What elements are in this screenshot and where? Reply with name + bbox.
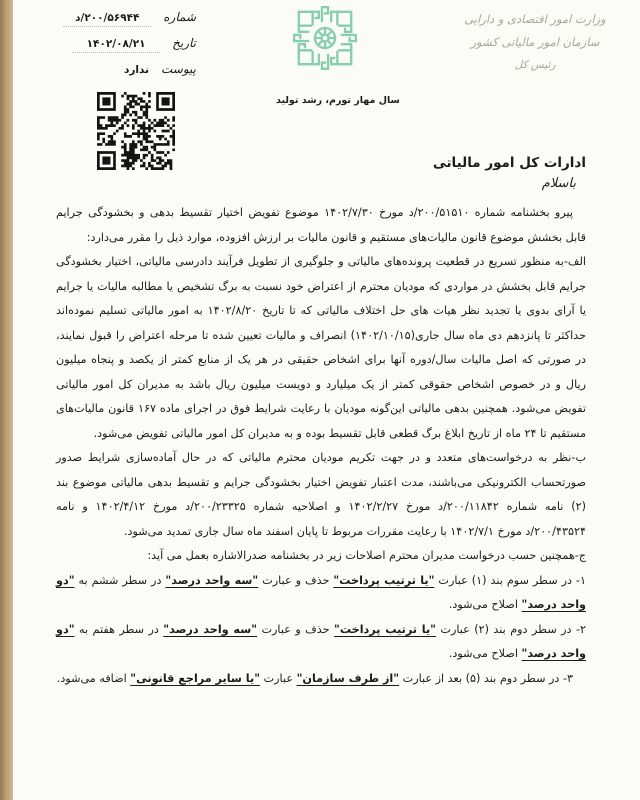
meta-date-row (46, 36, 196, 62)
attachment-value: ندارد (123, 64, 149, 76)
letter-body (56, 155, 586, 691)
amendment-item-2: ۲- در سطر دوم بند (۲) عبارت "یا ترتیب پرداخت" حذف و عبارت "سه واحد درصد" در سطر هفتم به "دو واحد درصد" اصلاح می‌شود. (56, 622, 586, 660)
amendment-item-1: ۱- در سطر سوم بند (۱) عبارت "یا ترتیب پرداخت" حذف و عبارت "سه واحد درصد" در سطر ششم به "دو واحد درصد" اصلاح می‌شود. (56, 573, 586, 611)
clause-jim: ج-همچنین حسب درخواست مدیران محترم اصلاحات زیر در بخشنامه صدرالاشاره بعمل می آید: (147, 549, 586, 562)
date-label: تاریخ (172, 36, 196, 50)
number-label: شماره (163, 10, 196, 24)
year-slogan: سال مهار تورم، رشد تولید (276, 95, 400, 106)
meta-attachment-row (46, 62, 196, 88)
ministry-line-1: وزارت امور اقتصادی و دارایی (464, 12, 606, 26)
page-left-edge (0, 0, 13, 800)
paragraphs (56, 201, 586, 691)
ministry-line-3: رئیس کل (514, 59, 556, 71)
clause-alef: الف-به منظور تسریع در قطعیت پرونده‌های مالیاتی و جلوگیری از تطویل فرآیند دادرسی مالیاتی، اختیار بخشودگی جرایم قابل بخشش در مواردی که مودیان محترم از اعتراض خود نسبت به برگ تشخیص یا مطالبه مالیات یا جرایم یا آرای بدوی یا تجدید نظر هیات های حل اختلاف مالیاتی که تا تاریخ ۱۴۰۲/۸/۲۰ به امور مالیاتی تسلیم نموده‌اند حداکثر تا پانزدهم دی ماه سال جاری(۱۴۰۲/۱۰/۱۵) انصراف و مالیات تعیین شده تا مرحله اعتراض را قبول نمایند، در صورتی که اصل مالیات سال/دوره آنها برای اشخاص حقیقی در هر یک از منابع کمتر از یکصد و پنجاه میلیون ریال و در خصوص اشخاص حقوقی کمتر از یک میلیارد و دویست میلیون ریال باشد به مدیران کل امور مالیاتی تفویض می‌شود. همچنین بدهی مالیاتی این‌گونه مودیان با رعایت شرایط فوق در اجرای ماده ۱۶۷ قانون مالیات‌های مستقیم تا ۲۴ ماه از تاریخ ابلاغ برگ قطعی قابل تقسیط بوده و به مدیران کل امور مالیاتی تفویض می‌شود. (56, 255, 586, 440)
amendment-item-3: ۳- در سطر دوم بند (۵) بعد از عبارت "از طرف سازمان" عبارت "یا سایر مراجع قانونی" اضافه می‌شود. (56, 671, 573, 685)
number-value: ۲۰۰/۵۶۹۴۴/د (63, 12, 151, 27)
ministry-header (455, 8, 615, 77)
salutation: باسلام (541, 176, 576, 191)
date-value: ۱۴۰۲/۰۸/۲۱ (72, 38, 160, 53)
clause-be: ب-نظر به درخواست‌های متعدد و در جهت تکریم مودیان محترم مالیاتی که در حال آماده‌سازی شرایط صدور صورتحساب الکترونیکی می‌باشند، مدت اعتبار تفویض اختیار بخشودگی جرایم و تقسیط بدهی مالیاتی موضوع بند (۲) نامه شماره ۲۰۰/۱۱۸۴۲/د مورخ ۱۴۰۲/۲/۲۷ و اصلاحیه شماره ۲۰۰/۲۳۳۲۵/د مورخ ۱۴۰۲/۴/۱۲ و نامه ۲۰۰/۴۳۵۲۴/د مورخ ۱۴۰۲/۷/۱ با رعایت مقررات مربوط تا پایان اسفند ماه سال جاری تمدید می‌شود. (56, 451, 586, 538)
letter-meta (46, 10, 196, 88)
intro-paragraph: پیرو بخشنامه شماره ۲۰۰/۵۱۵۱۰/د مورخ ۱۴۰۲/۷/۳۰ موضوع تفویض اختیار تقسیط بدهی و بخشودگی جرایم قابل بخشش موضوع قانون مالیات‌های مستقیم و قانون مالیات بر ارزش افزوده، موارد ذیل را مقرر می‌دارد: (56, 206, 586, 244)
attachment-label: پیوست (161, 62, 196, 76)
ministry-line-2: سازمان امور مالیاتی کشور (470, 35, 600, 49)
recipient-title: ادارات کل امور مالیاتی (432, 155, 586, 171)
tax-administration-logo-icon (280, 1, 370, 75)
meta-number-row (46, 10, 196, 36)
